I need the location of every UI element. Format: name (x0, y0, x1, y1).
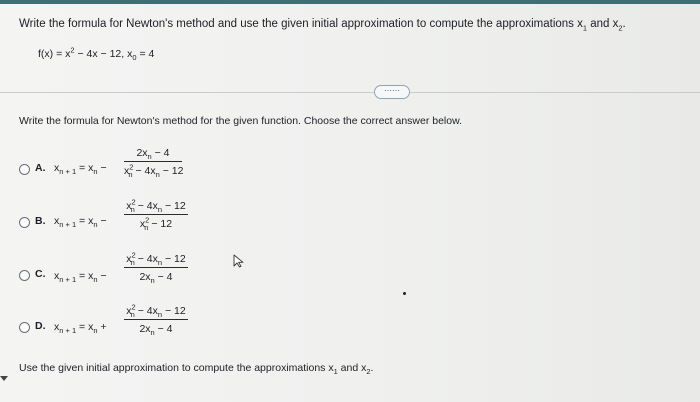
option-letter-c: C. (35, 268, 46, 280)
compute-instruction: Use the given initial approximation to compute the approximations $x_1$ and $x_2$. (19, 362, 374, 377)
radio-button-c[interactable] (19, 270, 30, 281)
answer-option-c[interactable] (16, 250, 266, 296)
option-c-numerator: $x^2_n - 4x_n - 12$ (126, 250, 186, 268)
answer-option-b[interactable] (16, 197, 266, 243)
radio-button-a[interactable] (19, 164, 30, 175)
radio-button-d[interactable] (19, 322, 30, 333)
option-letter-a: A. (35, 162, 46, 174)
section-divider (0, 92, 700, 93)
option-letter-d: D. (35, 320, 46, 332)
fraction-bar (124, 267, 188, 268)
option-letter-b: B. (35, 215, 46, 227)
answer-option-a[interactable] (16, 144, 266, 190)
expand-more-button[interactable]: ⋯⋯ (374, 85, 410, 99)
fraction-bar (124, 319, 188, 320)
problem-instruction: Write the formula for Newton's method and use the given initial approximation to compute the approximations $x_1$ and $x_2$. (19, 18, 626, 33)
option-c-lhs: $x_{n + 1} = x_n$ − (54, 270, 107, 285)
fraction-bar (124, 214, 188, 215)
option-a-numerator: $2x_n - 4$ (136, 147, 170, 162)
radio-button-b[interactable] (19, 217, 30, 228)
option-b-lhs: $x_{n + 1} = x_n$ − (54, 215, 107, 230)
option-a-fraction (124, 146, 182, 178)
option-d-denominator: $2x_n - 4$ (139, 323, 173, 338)
question-page (0, 4, 700, 402)
option-c-denominator: $2x_n - 4$ (139, 271, 173, 286)
given-function: $f(x) = x^2 - 4x - 12$, $x_0 = 4$ (38, 45, 155, 63)
answer-option-d[interactable] (16, 302, 266, 348)
question-prompt: Write the formula for Newton's method for the given function. Choose the correct answer below. (19, 115, 463, 127)
option-b-numerator: $x^2_n - 4x_n - 12$ (126, 197, 186, 215)
stray-dot (403, 292, 406, 295)
option-d-fraction (124, 304, 188, 336)
option-d-numerator: $x^2_n - 4x_n - 12$ (126, 302, 186, 320)
option-d-lhs: $x_{n + 1} = x_n$ + (54, 321, 107, 336)
option-a-lhs: $x_{n + 1} = x_n$ − (54, 162, 107, 177)
option-c-fraction (124, 252, 188, 284)
option-b-fraction (124, 199, 188, 231)
option-b-denominator: $x^2_n - 12$ (139, 215, 173, 233)
option-a-denominator: $x^2_n - 4x_n - 12$ (124, 162, 184, 180)
scroll-down-arrow-icon[interactable] (0, 376, 8, 381)
mouse-pointer-icon (232, 254, 246, 268)
